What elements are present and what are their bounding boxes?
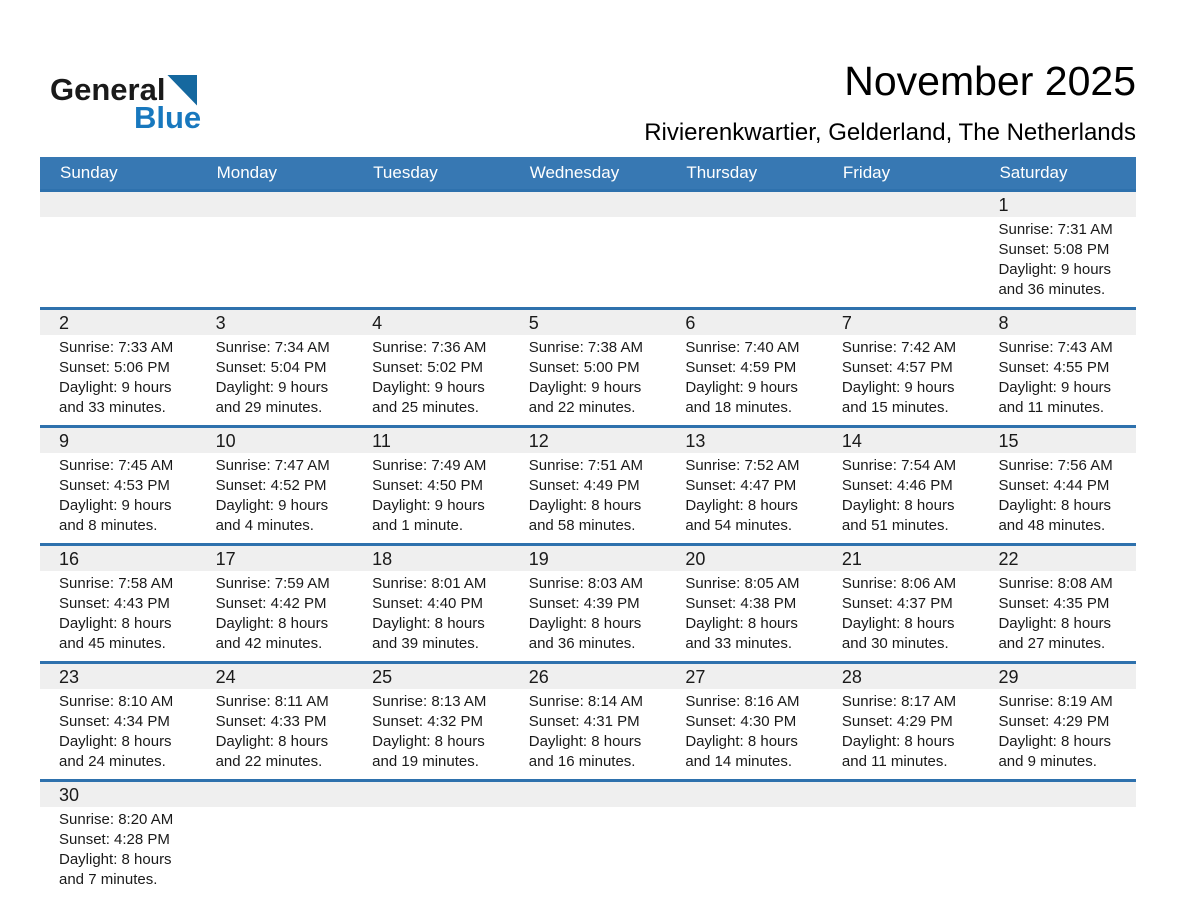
day-number: 9 — [59, 431, 70, 451]
day-number: 14 — [841, 431, 862, 451]
sunset-text: Sunset: 4:55 PM — [998, 359, 1110, 376]
day-cell — [666, 453, 823, 543]
day-cell — [40, 453, 197, 543]
sunset-text: Sunset: 4:52 PM — [215, 477, 327, 494]
empty-day-number — [353, 192, 510, 217]
day-number: 16 — [59, 549, 80, 569]
sunrise-text: Sunrise: 7:56 AM — [998, 457, 1113, 474]
sunset-text: Sunset: 4:38 PM — [685, 595, 797, 612]
daylight-text: Daylight: 8 hours and 51 minutes. — [841, 497, 955, 534]
daylight-text: Daylight: 8 hours and 33 minutes. — [685, 615, 798, 652]
daylight-text: Daylight: 8 hours and 7 minutes. — [59, 851, 172, 888]
day-cell — [40, 571, 197, 661]
daylight-text: Daylight: 9 hours and 11 minutes. — [998, 379, 1112, 416]
daylight-text: Daylight: 9 hours and 15 minutes. — [841, 379, 955, 416]
day-number: 5 — [528, 313, 539, 333]
daylight-text: Daylight: 9 hours and 1 minute. — [372, 497, 485, 534]
sunrise-text: Sunrise: 7:38 AM — [528, 339, 643, 356]
sunrise-text: Sunrise: 7:58 AM — [59, 575, 174, 592]
daylight-text: Daylight: 8 hours and 58 minutes. — [528, 497, 642, 534]
day-cell — [353, 571, 510, 661]
sunrise-text: Sunrise: 7:33 AM — [59, 339, 174, 356]
sunrise-text: Sunrise: 7:52 AM — [685, 457, 800, 474]
sunset-text: Sunset: 5:02 PM — [372, 359, 484, 376]
day-detail-strip — [40, 689, 1136, 779]
general-blue-logo — [50, 74, 201, 133]
daylight-text: Daylight: 8 hours and 19 minutes. — [372, 733, 485, 770]
day-cell — [197, 571, 354, 661]
sunrise-text: Sunrise: 7:31 AM — [998, 221, 1113, 238]
daylight-text: Daylight: 8 hours and 14 minutes. — [685, 733, 798, 770]
daylight-text: Daylight: 9 hours and 29 minutes. — [215, 379, 329, 416]
daylight-text: Daylight: 9 hours and 25 minutes. — [372, 379, 485, 416]
day-cell — [979, 335, 1136, 425]
sunrise-text: Sunrise: 8:06 AM — [841, 575, 957, 592]
daylight-text: Daylight: 8 hours and 45 minutes. — [59, 615, 172, 652]
empty-day-number — [823, 192, 980, 217]
day-number: 15 — [998, 431, 1019, 451]
day-detail-strip — [40, 807, 1136, 897]
empty-day-cell — [510, 217, 667, 307]
sunrise-text: Sunrise: 8:11 AM — [215, 693, 329, 710]
daylight-text: Daylight: 8 hours and 24 minutes. — [59, 733, 172, 770]
day-number: 21 — [841, 549, 862, 569]
calendar-body — [40, 189, 1136, 897]
daylight-text: Daylight: 9 hours and 18 minutes. — [685, 379, 798, 416]
sunrise-text: Sunrise: 8:05 AM — [685, 575, 800, 592]
sunset-text: Sunset: 4:50 PM — [372, 477, 484, 494]
sunset-text: Sunset: 4:59 PM — [685, 359, 797, 376]
empty-day-number — [979, 782, 1136, 807]
day-cell — [510, 453, 667, 543]
empty-day-cell — [353, 807, 510, 897]
day-number: 7 — [841, 313, 852, 333]
day-cell — [666, 571, 823, 661]
empty-day-cell — [40, 217, 197, 307]
sunrise-text: Sunrise: 8:16 AM — [685, 693, 800, 710]
week-row — [40, 189, 1136, 307]
sunset-text: Sunset: 4:43 PM — [59, 595, 170, 612]
sunset-text: Sunset: 4:46 PM — [841, 477, 953, 494]
daylight-text: Daylight: 8 hours and 16 minutes. — [528, 733, 642, 770]
sunrise-text: Sunrise: 8:13 AM — [372, 693, 487, 710]
sunrise-text: Sunrise: 7:54 AM — [841, 457, 957, 474]
day-number: 11 — [372, 431, 391, 451]
sunset-text: Sunset: 4:39 PM — [528, 595, 640, 612]
empty-day-cell — [979, 807, 1136, 897]
empty-day-cell — [823, 217, 980, 307]
weekday-label-wednesday: Wednesday — [529, 163, 620, 182]
daylight-text: Daylight: 9 hours and 4 minutes. — [215, 497, 329, 534]
weekday-label-thursday: Thursday — [686, 163, 758, 182]
day-detail-strip — [40, 453, 1136, 543]
weekday-label-monday: Monday — [216, 163, 278, 182]
day-number: 26 — [528, 667, 549, 687]
day-detail-strip — [40, 335, 1136, 425]
sunset-text: Sunset: 5:04 PM — [215, 359, 327, 376]
empty-day-number — [40, 192, 197, 217]
page-title: November 2025 — [844, 58, 1136, 104]
empty-day-number — [510, 192, 667, 217]
day-cell — [979, 453, 1136, 543]
empty-day-number — [197, 192, 354, 217]
day-cell — [197, 689, 354, 779]
day-cell — [666, 335, 823, 425]
day-number: 13 — [685, 431, 706, 451]
sunrise-text: Sunrise: 8:14 AM — [528, 693, 643, 710]
calendar-table — [40, 157, 1136, 897]
sunset-text: Sunset: 4:57 PM — [841, 359, 953, 376]
daylight-text: Daylight: 8 hours and 30 minutes. — [841, 615, 955, 652]
day-detail-strip — [40, 571, 1136, 661]
sunset-text: Sunset: 4:35 PM — [998, 595, 1110, 612]
day-cell — [40, 807, 197, 897]
day-number: 17 — [215, 549, 236, 569]
sunset-text: Sunset: 4:37 PM — [841, 595, 953, 612]
daylight-text: Daylight: 8 hours and 54 minutes. — [685, 497, 798, 534]
empty-day-number — [666, 782, 823, 807]
empty-day-number — [353, 782, 510, 807]
week-row — [40, 425, 1136, 543]
day-cell — [353, 335, 510, 425]
daylight-text: Daylight: 9 hours and 22 minutes. — [528, 379, 642, 416]
sunset-text: Sunset: 4:44 PM — [998, 477, 1110, 494]
sunset-text: Sunset: 4:33 PM — [215, 713, 327, 730]
sunrise-text: Sunrise: 7:59 AM — [215, 575, 330, 592]
day-number: 20 — [685, 549, 706, 569]
day-number: 3 — [215, 313, 226, 333]
day-number: 4 — [372, 313, 383, 333]
sunrise-text: Sunrise: 8:03 AM — [528, 575, 643, 592]
daylight-text: Daylight: 8 hours and 39 minutes. — [372, 615, 485, 652]
day-cell — [979, 571, 1136, 661]
empty-day-cell — [197, 217, 354, 307]
sunset-text: Sunset: 4:53 PM — [59, 477, 170, 494]
sunset-text: Sunset: 4:28 PM — [59, 831, 170, 848]
day-number: 12 — [528, 431, 549, 451]
day-number: 29 — [998, 667, 1019, 687]
empty-day-number — [510, 782, 667, 807]
day-number: 19 — [528, 549, 549, 569]
sunset-text: Sunset: 4:29 PM — [841, 713, 953, 730]
day-cell — [666, 689, 823, 779]
day-cell — [353, 689, 510, 779]
week-row — [40, 661, 1136, 779]
sunrise-text: Sunrise: 7:49 AM — [372, 457, 487, 474]
sunset-text: Sunset: 4:49 PM — [528, 477, 640, 494]
sunrise-text: Sunrise: 8:01 AM — [372, 575, 487, 592]
empty-day-cell — [823, 807, 980, 897]
day-number: 2 — [59, 313, 70, 333]
day-number: 25 — [372, 667, 393, 687]
day-number-strip — [40, 546, 1136, 571]
sunset-text: Sunset: 4:32 PM — [372, 713, 484, 730]
day-cell — [197, 335, 354, 425]
sunrise-text: Sunrise: 7:34 AM — [215, 339, 330, 356]
empty-day-cell — [510, 807, 667, 897]
day-number: 10 — [215, 431, 236, 451]
daylight-text: Daylight: 9 hours and 8 minutes. — [59, 497, 172, 534]
day-number-strip — [40, 310, 1136, 335]
day-number: 18 — [372, 549, 393, 569]
day-cell — [510, 335, 667, 425]
day-cell — [823, 335, 980, 425]
day-cell — [979, 689, 1136, 779]
sunrise-text: Sunrise: 8:10 AM — [59, 693, 174, 710]
logo-text-blue: Blue — [134, 100, 202, 135]
daylight-text: Daylight: 9 hours and 36 minutes. — [998, 261, 1112, 298]
day-number: 24 — [215, 667, 236, 687]
sunrise-text: Sunrise: 7:40 AM — [685, 339, 800, 356]
day-number: 8 — [998, 313, 1009, 333]
sunrise-text: Sunrise: 7:47 AM — [215, 457, 330, 474]
day-cell — [979, 217, 1136, 307]
day-cell — [823, 453, 980, 543]
empty-day-cell — [353, 217, 510, 307]
empty-day-cell — [666, 807, 823, 897]
day-number-strip — [40, 428, 1136, 453]
sunset-text: Sunset: 4:34 PM — [59, 713, 170, 730]
day-cell — [823, 571, 980, 661]
day-number: 30 — [59, 785, 80, 805]
week-row — [40, 543, 1136, 661]
daylight-text: Daylight: 8 hours and 22 minutes. — [215, 733, 329, 770]
sunset-text: Sunset: 4:40 PM — [372, 595, 484, 612]
daylight-text: Daylight: 8 hours and 42 minutes. — [215, 615, 329, 652]
week-row — [40, 779, 1136, 897]
day-number: 22 — [998, 549, 1019, 569]
sunset-text: Sunset: 4:30 PM — [685, 713, 797, 730]
weekday-header-row — [40, 157, 1136, 189]
daylight-text: Daylight: 9 hours and 33 minutes. — [59, 379, 172, 416]
sunset-text: Sunset: 4:29 PM — [998, 713, 1110, 730]
sunrise-text: Sunrise: 7:51 AM — [528, 457, 643, 474]
day-cell — [353, 453, 510, 543]
page-subtitle: Rivierenkwartier, Gelderland, The Netherlands — [644, 119, 1136, 146]
sunset-text: Sunset: 5:06 PM — [59, 359, 170, 376]
day-cell — [40, 335, 197, 425]
empty-day-number — [823, 782, 980, 807]
empty-day-cell — [197, 807, 354, 897]
daylight-text: Daylight: 8 hours and 9 minutes. — [998, 733, 1112, 770]
day-number: 23 — [59, 667, 80, 687]
sunrise-text: Sunrise: 8:17 AM — [841, 693, 957, 710]
day-number: 27 — [685, 667, 706, 687]
daylight-text: Daylight: 8 hours and 36 minutes. — [528, 615, 642, 652]
day-cell — [40, 689, 197, 779]
sunrise-text: Sunrise: 7:45 AM — [59, 457, 174, 474]
daylight-text: Daylight: 8 hours and 48 minutes. — [998, 497, 1112, 534]
sunrise-text: Sunrise: 7:42 AM — [841, 339, 957, 356]
sunrise-text: Sunrise: 8:08 AM — [998, 575, 1113, 592]
sunset-text: Sunset: 5:00 PM — [528, 359, 640, 376]
sunrise-text: Sunrise: 7:36 AM — [372, 339, 487, 356]
weekday-label-saturday: Saturday — [999, 163, 1068, 182]
weekday-label-sunday: Sunday — [60, 163, 118, 182]
weekday-label-tuesday: Tuesday — [373, 163, 438, 182]
logo-text-general: General — [50, 72, 166, 107]
sunset-text: Sunset: 5:08 PM — [998, 241, 1110, 258]
week-row — [40, 307, 1136, 425]
day-number: 1 — [998, 195, 1009, 215]
day-number-strip — [40, 664, 1136, 689]
empty-day-number — [666, 192, 823, 217]
day-number-strip — [40, 192, 1136, 217]
sunrise-text: Sunrise: 7:43 AM — [998, 339, 1113, 356]
sunset-text: Sunset: 4:42 PM — [215, 595, 327, 612]
day-number: 28 — [841, 667, 862, 687]
daylight-text: Daylight: 8 hours and 11 minutes. — [841, 733, 955, 770]
sunrise-text: Sunrise: 8:20 AM — [59, 811, 174, 828]
day-cell — [510, 571, 667, 661]
day-number-strip — [40, 782, 1136, 807]
day-cell — [823, 689, 980, 779]
day-detail-strip — [40, 217, 1136, 307]
empty-day-number — [197, 782, 354, 807]
sunset-text: Sunset: 4:47 PM — [685, 477, 797, 494]
day-cell — [510, 689, 667, 779]
day-number: 6 — [685, 313, 696, 333]
day-cell — [197, 453, 354, 543]
weekday-label-friday: Friday — [842, 163, 891, 182]
empty-day-cell — [666, 217, 823, 307]
daylight-text: Daylight: 8 hours and 27 minutes. — [998, 615, 1112, 652]
sunrise-text: Sunrise: 8:19 AM — [998, 693, 1113, 710]
sunset-text: Sunset: 4:31 PM — [528, 713, 640, 730]
